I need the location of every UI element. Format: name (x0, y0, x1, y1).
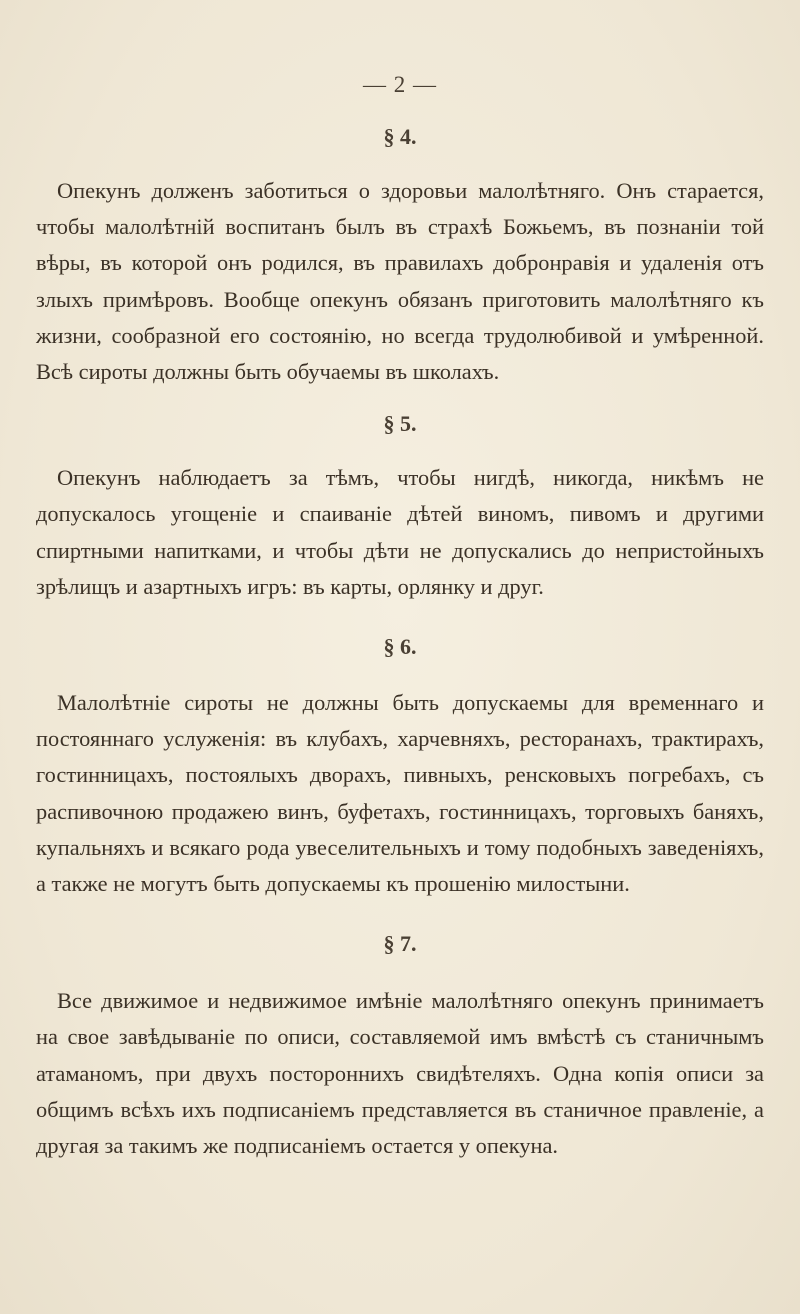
section-text-6: Малолѣтніе сироты не должны быть допускаемы для временнаго и постояннаго услуженія: въ клубахъ, харчевняхъ, ресторанахъ, трактирахъ, гостинницахъ, постоялыхъ дворахъ, пивныхъ, ренсковыхъ погребахъ, съ распивочною продажею винъ, буфетахъ, гостинницахъ, торговыхъ баняхъ, купальняхъ и всякаго рода увеселительныхъ и тому подобныхъ заведеніяхъ, а также не могутъ быть допускаемы къ прошенію милостыни. (36, 690, 764, 897)
section-text-4: Опекунъ долженъ заботиться о здоровьи малолѣтняго. Онъ старается, чтобы малолѣтній воспитанъ былъ въ страхѣ Божьемъ, въ познаніи той вѣры, въ которой онъ родился, въ правилахъ добронравія и удаленія отъ злыхъ примѣровъ. Вообще опекунъ обязанъ приготовить малолѣтняго къ жизни, сообразной его состоянію, но всегда трудолюбивой и умѣренной. Всѣ сироты должны быть обучаемы въ школахъ. (36, 178, 764, 385)
section-text-5: Опекунъ наблюдаетъ за тѣмъ, чтобы нигдѣ, никогда, никѣмъ не допускалось угощеніе и спаиваніе дѣтей виномъ, пивомъ и другими спиртными напитками, и чтобы дѣти не допускались до непристойныхъ зрѣлищъ и азартныхъ игръ: въ карты, орлянку и друг. (36, 465, 764, 599)
section-heading-4: § 4. (383, 124, 417, 149)
page-number: — 2 — (363, 72, 437, 97)
section-heading-7: § 7. (383, 931, 417, 957)
section-heading-5: § 5. (383, 411, 417, 437)
section-text-7: Все движимое и недвижимое имѣніе малолѣтняго опекунъ принимаетъ на свое завѣдываніе по описи, составляемой имъ вмѣстѣ съ станичнымъ атаманомъ, при двухъ постороннихъ свидѣтеляхъ. Одна копія описи за общимъ всѣхъ ихъ подписаніемъ представляется въ станичное правленіе, а другая за такимъ же подписаніемъ остается у опекуна. (36, 988, 764, 1159)
section-heading-6: § 6. (383, 634, 417, 660)
